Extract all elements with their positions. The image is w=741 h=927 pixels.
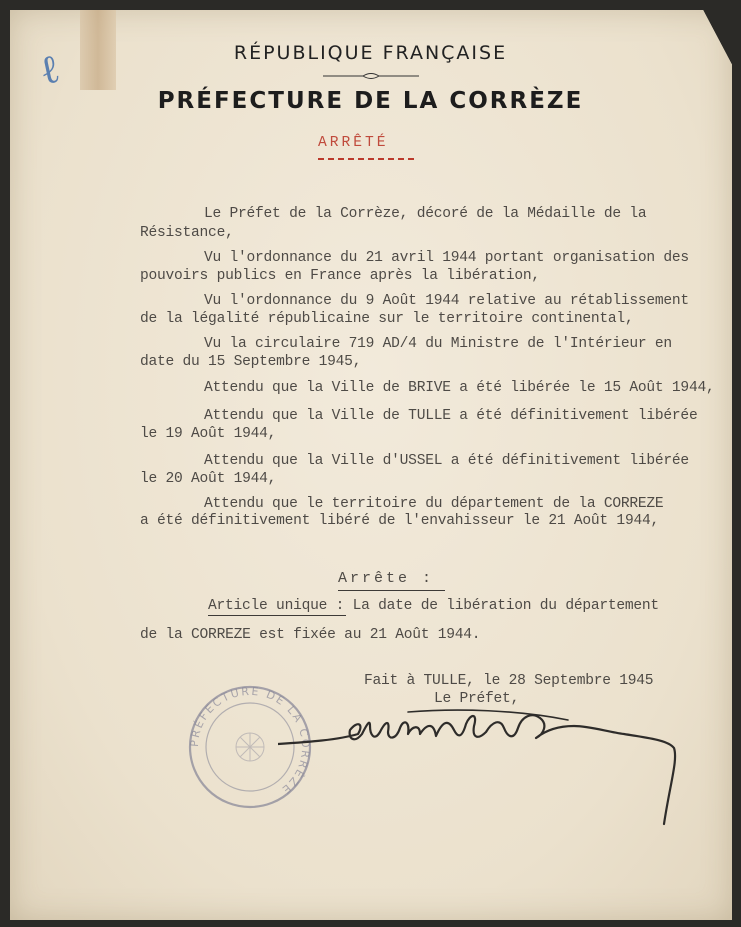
title-underline xyxy=(318,158,414,160)
body-line: Le Préfet de la Corrèze, décoré de la Médaille de la xyxy=(204,206,647,222)
body-line: Vu l'ordonnance du 9 Août 1944 relative au rétablissement xyxy=(204,293,689,309)
body-line: le 20 Août 1944, xyxy=(140,471,277,487)
republique-heading: RÉPUBLIQUE FRANÇAISE xyxy=(233,42,508,64)
place-date: Fait à TULLE, le 28 Septembre 1945 xyxy=(364,673,654,689)
article-line-2: de la CORREZE est fixée au 21 Août 1944. xyxy=(140,627,481,643)
ornament-divider xyxy=(323,71,419,81)
article-text: : La date de libération du département xyxy=(327,598,659,614)
body-line: date du 15 Septembre 1945, xyxy=(140,354,362,370)
article-underline xyxy=(208,615,346,616)
arrete-title: ARRÊTÉ xyxy=(318,135,389,151)
body-line: Vu la circulaire 719 AD/4 du Ministre de l'Intérieur en xyxy=(204,336,672,352)
svg-text:PRÉFECTURE DE LA CORRÈZE: PRÉFECTURE DE LA CORRÈZE xyxy=(187,684,313,798)
decision-underline xyxy=(338,590,445,591)
body-line: Résistance, xyxy=(140,225,234,241)
signatory-title: Le Préfet, xyxy=(434,691,520,707)
article-label: Article unique xyxy=(208,598,328,614)
body-line: pouvoirs publics en France après la libération, xyxy=(140,268,540,284)
signature xyxy=(278,704,688,834)
pencil-mark-icon: ℓ xyxy=(35,45,64,95)
body-line: Attendu que la Ville d'USSEL a été définitivement libérée xyxy=(204,453,689,469)
prefecture-heading: PRÉFECTURE DE LA CORRÈZE xyxy=(157,88,584,114)
body-line: le 19 Août 1944, xyxy=(140,426,277,442)
body-line: Attendu que la Ville de BRIVE a été libérée le 15 Août 1944, xyxy=(204,380,715,396)
body-line: Attendu que la Ville de TULLE a été définitivement libérée xyxy=(204,408,698,424)
body-line: de la légalité républicaine sur le territoire continental, xyxy=(140,311,634,327)
body-line: Vu l'ordonnance du 21 avril 1944 portant organisation des xyxy=(204,250,689,266)
article-line xyxy=(208,598,659,614)
body-line: Attendu que le territoire du département de la CORREZE xyxy=(204,496,664,512)
decision-title: Arrête : xyxy=(338,570,435,587)
body-line: a été définitivement libéré de l'envahisseur le 21 Août 1944, xyxy=(140,513,659,529)
